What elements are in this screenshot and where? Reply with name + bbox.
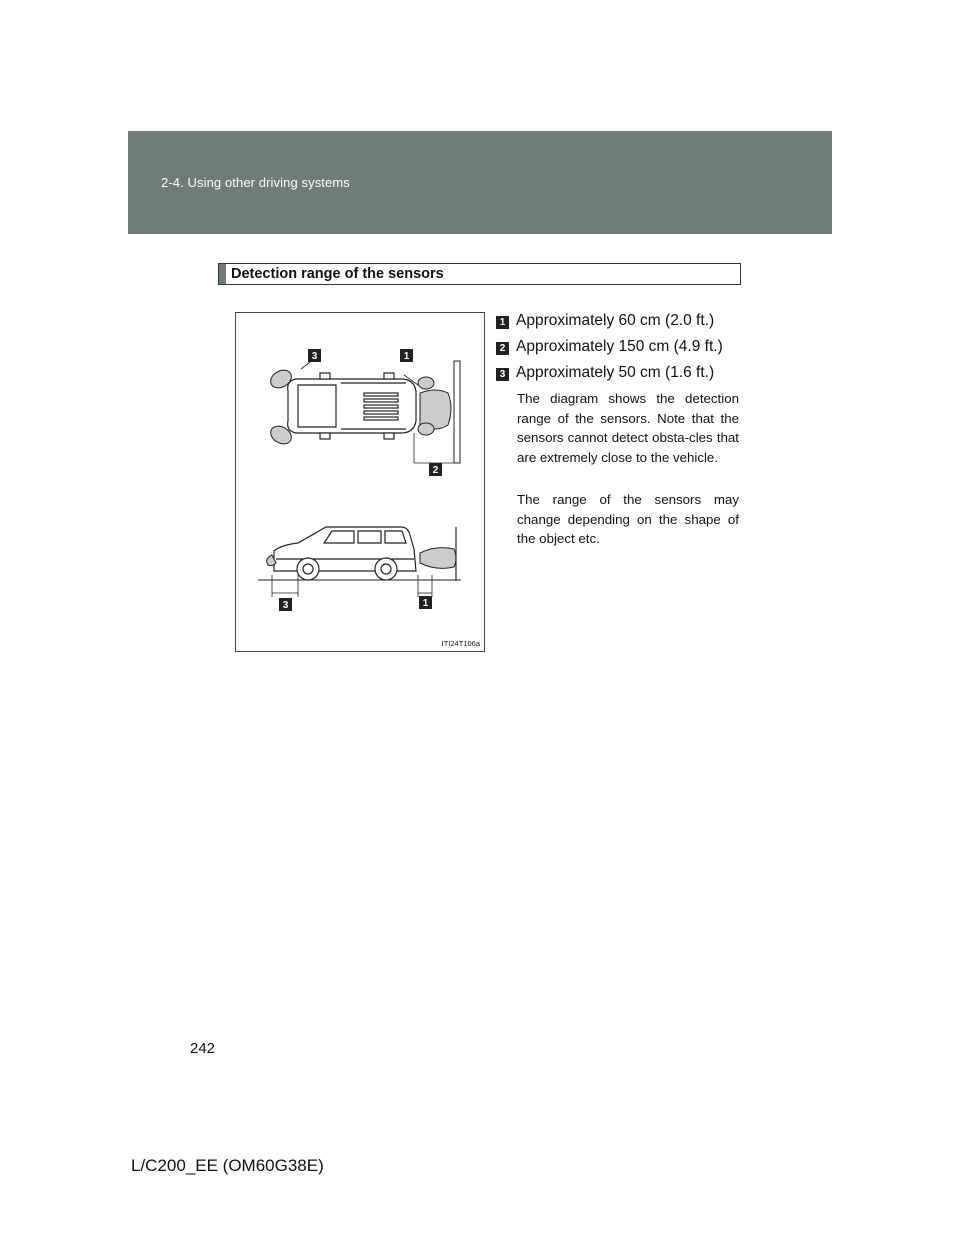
- list-item-text: Approximately 60 cm (2.0 ft.): [516, 312, 715, 329]
- marker-1-side: [419, 596, 432, 609]
- footer-document-code: L/C200_EE (OM60G38E): [131, 1156, 324, 1175]
- section-title-accent: [219, 264, 226, 284]
- marker-3-side: [279, 598, 292, 611]
- marker-2-top: [429, 463, 442, 476]
- description-paragraph: The diagram shows the detection range of the sensors. Note that the sensors cannot detect obsta-cles that are extremely close to the vehicle.: [517, 391, 739, 465]
- top-view-vehicle: [288, 373, 416, 439]
- list-item-text: Approximately 50 cm (1.6 ft.): [516, 364, 715, 381]
- side-view-rear-sensor-range: [420, 548, 456, 569]
- marker-3-top-label: 3: [311, 351, 318, 362]
- list-item: [496, 312, 746, 338]
- side-view-dimension-lines: [272, 575, 432, 597]
- list-number-badge: 3: [496, 368, 509, 381]
- section-title: Detection range of the sensors: [231, 266, 444, 282]
- marker-1-top: [400, 349, 413, 362]
- page-number: 242: [190, 1040, 216, 1057]
- list-item-text: Approximately 150 cm (4.9 ft.): [516, 338, 723, 355]
- note-paragraph: The range of the sensors may change depending on the shape of the object etc.: [517, 492, 739, 546]
- diagram-svg: [236, 313, 486, 653]
- list-number-badge: 1: [496, 316, 509, 329]
- list-item: [496, 364, 746, 390]
- header-band: [128, 131, 832, 234]
- marker-1-top-label: 1: [403, 351, 410, 362]
- top-view-wall: [454, 361, 460, 463]
- list-item: [496, 338, 746, 364]
- marker-3-side-label: 3: [282, 600, 289, 611]
- marker-1-side-label: 1: [422, 598, 429, 609]
- side-view-vehicle: [274, 527, 416, 580]
- chapter-heading: 2-4. Using other driving systems: [161, 175, 350, 190]
- top-view-rear-sensor-range: [418, 377, 451, 435]
- detection-range-diagram: [235, 312, 485, 652]
- section-title-box: [218, 263, 741, 285]
- marker-3-top: [308, 349, 321, 362]
- range-list: [496, 312, 746, 390]
- list-number-badge: 2: [496, 342, 509, 355]
- figure-code: ITI24T106a: [441, 639, 480, 648]
- marker-2-top-label: 2: [432, 465, 439, 476]
